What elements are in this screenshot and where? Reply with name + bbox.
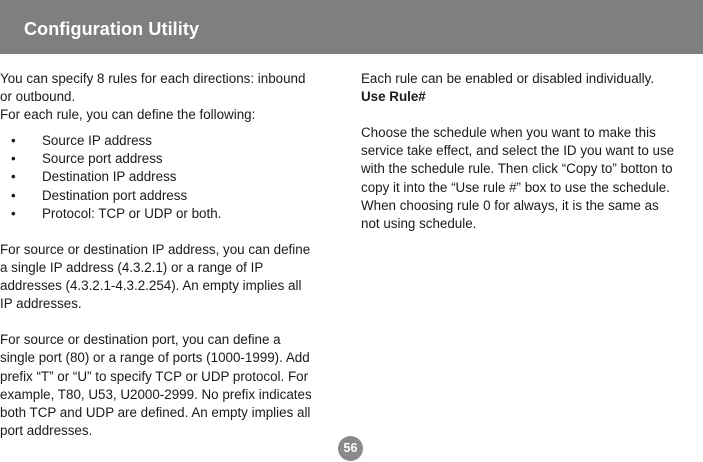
paragraph-line: a single IP address (4.3.2.1) or a range of IP	[0, 259, 264, 275]
paragraph-line: example, T80, U53, U2000-2999. No prefix indicates	[0, 386, 312, 402]
paragraph-line: port addresses.	[0, 422, 93, 438]
paragraph-line: Choose the schedule when you want to make this	[361, 125, 656, 141]
paragraph-line: both TCP and UDP are defined. An empty implies all	[0, 404, 311, 420]
section-heading: Use Rule#	[361, 89, 426, 105]
header-bar	[0, 0, 703, 54]
schedule-paragraph	[361, 124, 701, 233]
paragraph-line: addresses (4.3.2.1-4.3.2.254). An empty implies all	[0, 278, 302, 294]
rule-fields-list	[0, 132, 342, 222]
paragraph-line: copy it into the “Use rule #” box to use the schedule.	[361, 179, 670, 195]
list-item: • Destination port address	[0, 187, 342, 205]
port-paragraph	[0, 331, 342, 440]
intro-text: You can specify 8 rules for each directions: inbound	[0, 71, 306, 86]
paragraph-line: service take effect, and select the ID you want to use	[361, 143, 675, 159]
bullet-icon: •	[11, 151, 16, 167]
page-number-badge: 56	[338, 436, 363, 461]
list-item: • Destination IP address	[0, 168, 342, 186]
bullet-icon: •	[11, 169, 16, 185]
list-item: • Source IP address	[0, 132, 342, 150]
bullet-icon: •	[11, 133, 16, 149]
left-column	[0, 70, 342, 440]
paragraph-line: For source or destination IP address, you can define	[0, 241, 311, 257]
paragraph-line: When choosing rule 0 for always, it is the same as	[361, 197, 659, 213]
right-column	[361, 70, 701, 233]
bullet-icon: •	[11, 187, 16, 203]
ip-address-paragraph	[0, 241, 342, 313]
page-title: Configuration Utility	[24, 19, 200, 39]
paragraph-line: not using schedule.	[361, 215, 477, 231]
bullet-icon: •	[11, 205, 16, 221]
intro-text: For each rule, you can define the following:	[0, 107, 256, 123]
list-item: • Source port address	[0, 150, 342, 168]
paragraph-line: with the schedule rule. Then click “Copy to” botton to	[361, 161, 673, 177]
paragraph-line: For source or destination port, you can define a	[0, 332, 281, 348]
paragraph-line: IP addresses.	[0, 296, 82, 312]
intro-text: or outbound.	[0, 89, 76, 105]
paragraph-line: prefix “T” or “U” to specify TCP or UDP protocol. For	[0, 368, 309, 384]
paragraph-line: single port (80) or a range of ports (1000-1999). Add	[0, 350, 310, 366]
list-item: • Protocol: TCP or UDP or both.	[0, 205, 342, 223]
enable-text: Each rule can be enabled or disabled individually.	[361, 71, 655, 86]
